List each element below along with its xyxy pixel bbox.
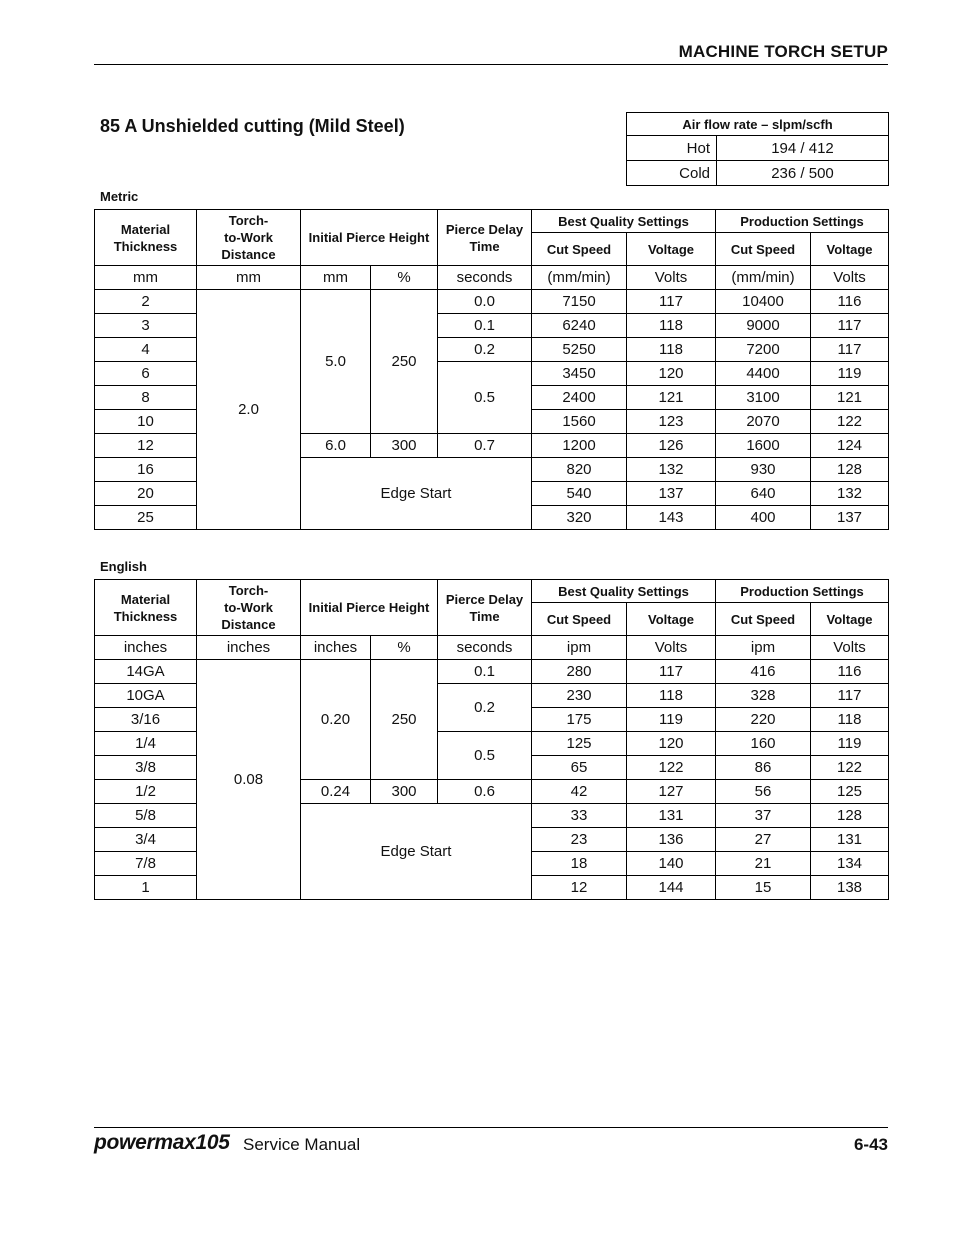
header-best-quality: Best Quality Settings	[532, 210, 716, 233]
bq-speed-cell: 7150	[532, 290, 627, 314]
bq-speed-cell: 33	[532, 804, 627, 828]
header-pierce-delay: Pierce Delay Time	[438, 580, 532, 636]
pr-voltage-cell: 128	[811, 458, 889, 482]
header-voltage: Voltage	[811, 603, 889, 636]
bq-speed-cell: 23	[532, 828, 627, 852]
airflow-cold-value: 236 / 500	[717, 161, 889, 186]
bq-voltage-cell: 143	[627, 506, 716, 530]
pr-voltage-cell: 132	[811, 482, 889, 506]
pr-speed-cell: 930	[716, 458, 811, 482]
unit-cell: Volts	[811, 266, 889, 290]
thickness-cell: 6	[95, 362, 197, 386]
unit-cell: (mm/min)	[532, 266, 627, 290]
pr-speed-cell: 86	[716, 756, 811, 780]
bq-voltage-cell: 121	[627, 386, 716, 410]
pr-voltage-cell: 116	[811, 290, 889, 314]
bq-voltage-cell: 122	[627, 756, 716, 780]
header-divider	[94, 64, 888, 65]
thickness-cell: 25	[95, 506, 197, 530]
unit-cell: inches	[301, 636, 371, 660]
pr-voltage-cell: 121	[811, 386, 889, 410]
metric-table-label: Metric	[100, 189, 139, 204]
bq-voltage-cell: 140	[627, 852, 716, 876]
header-pierce-height: Initial Pierce Height	[301, 210, 438, 266]
page-header-title: MACHINE TORCH SETUP	[678, 42, 888, 61]
pierce-height-cell: 6.0	[301, 434, 371, 458]
bq-voltage-cell: 119	[627, 708, 716, 732]
unit-cell: Volts	[627, 636, 716, 660]
pierce-delay-cell: 0.2	[438, 684, 532, 732]
bq-speed-cell: 1200	[532, 434, 627, 458]
pr-speed-cell: 37	[716, 804, 811, 828]
pr-voltage-cell: 116	[811, 660, 889, 684]
footer-divider	[94, 1127, 888, 1128]
bq-voltage-cell: 120	[627, 362, 716, 386]
brand-logo: powermax105	[94, 1131, 230, 1154]
english-table-label: English	[100, 559, 147, 574]
pierce-percent-cell: 250	[371, 660, 438, 780]
pierce-delay-cell: 0.0	[438, 290, 532, 314]
pr-speed-cell: 160	[716, 732, 811, 756]
header-cut-speed: Cut Speed	[716, 603, 811, 636]
bq-speed-cell: 540	[532, 482, 627, 506]
unit-cell: inches	[95, 636, 197, 660]
header-pierce-delay: Pierce Delay Time	[438, 210, 532, 266]
pierce-delay-cell: 0.2	[438, 338, 532, 362]
pr-speed-cell: 56	[716, 780, 811, 804]
pr-speed-cell: 7200	[716, 338, 811, 362]
header-cut-speed: Cut Speed	[532, 233, 627, 266]
bq-speed-cell: 65	[532, 756, 627, 780]
pr-speed-cell: 220	[716, 708, 811, 732]
header-pierce-height: Initial Pierce Height	[301, 580, 438, 636]
pr-speed-cell: 21	[716, 852, 811, 876]
bq-speed-cell: 230	[532, 684, 627, 708]
thickness-cell: 1	[95, 876, 197, 900]
unit-cell: Volts	[627, 266, 716, 290]
thickness-cell: 1/4	[95, 732, 197, 756]
header-material-thickness: Material Thickness	[95, 210, 197, 266]
thickness-cell: 3	[95, 314, 197, 338]
thickness-cell: 16	[95, 458, 197, 482]
pr-voltage-cell: 122	[811, 410, 889, 434]
airflow-hot-value: 194 / 412	[717, 136, 889, 161]
pierce-height-cell: 0.20	[301, 660, 371, 780]
pierce-height-cell: 0.24	[301, 780, 371, 804]
bq-speed-cell: 42	[532, 780, 627, 804]
pierce-delay-cell: 0.1	[438, 660, 532, 684]
bq-speed-cell: 1560	[532, 410, 627, 434]
pr-speed-cell: 328	[716, 684, 811, 708]
pr-voltage-cell: 122	[811, 756, 889, 780]
pierce-height-cell: 5.0	[301, 290, 371, 434]
pr-speed-cell: 400	[716, 506, 811, 530]
bq-speed-cell: 820	[532, 458, 627, 482]
thickness-cell: 1/2	[95, 780, 197, 804]
thickness-cell: 3/8	[95, 756, 197, 780]
airflow-table	[626, 112, 889, 186]
unit-cell: mm	[95, 266, 197, 290]
bq-speed-cell: 175	[532, 708, 627, 732]
bq-voltage-cell: 118	[627, 684, 716, 708]
pierce-delay-cell: 0.7	[438, 434, 532, 458]
unit-cell: %	[371, 266, 438, 290]
pr-voltage-cell: 131	[811, 828, 889, 852]
header-best-quality: Best Quality Settings	[532, 580, 716, 603]
unit-cell: ipm	[532, 636, 627, 660]
torch-distance-cell: 0.08	[197, 660, 301, 900]
table-row	[95, 290, 889, 314]
page-number: 6-43	[853, 1135, 888, 1154]
unit-cell: %	[371, 636, 438, 660]
thickness-cell: 12	[95, 434, 197, 458]
bq-speed-cell: 5250	[532, 338, 627, 362]
header-material-thickness: Material Thickness	[95, 580, 197, 636]
bq-voltage-cell: 118	[627, 314, 716, 338]
pr-speed-cell: 15	[716, 876, 811, 900]
bq-voltage-cell: 127	[627, 780, 716, 804]
header-cut-speed: Cut Speed	[716, 233, 811, 266]
bq-voltage-cell: 120	[627, 732, 716, 756]
pr-voltage-cell: 117	[811, 314, 889, 338]
pr-voltage-cell: 137	[811, 506, 889, 530]
unit-cell: seconds	[438, 636, 532, 660]
pr-voltage-cell: 117	[811, 684, 889, 708]
bq-voltage-cell: 117	[627, 660, 716, 684]
header-voltage: Voltage	[627, 233, 716, 266]
thickness-cell: 10GA	[95, 684, 197, 708]
edge-start-cell: Edge Start	[301, 458, 532, 530]
pr-voltage-cell: 119	[811, 362, 889, 386]
metric-cut-chart	[94, 209, 889, 530]
pr-speed-cell: 3100	[716, 386, 811, 410]
bq-speed-cell: 3450	[532, 362, 627, 386]
pr-speed-cell: 10400	[716, 290, 811, 314]
thickness-cell: 10	[95, 410, 197, 434]
bq-voltage-cell: 118	[627, 338, 716, 362]
pr-speed-cell: 4400	[716, 362, 811, 386]
thickness-cell: 7/8	[95, 852, 197, 876]
pr-speed-cell: 1600	[716, 434, 811, 458]
unit-cell: mm	[301, 266, 371, 290]
header-torch-distance: Torch- to-Work Distance	[197, 580, 301, 636]
bq-voltage-cell: 132	[627, 458, 716, 482]
pr-voltage-cell: 117	[811, 338, 889, 362]
pierce-percent-cell: 300	[371, 434, 438, 458]
header-voltage: Voltage	[627, 603, 716, 636]
thickness-cell: 20	[95, 482, 197, 506]
unit-cell: seconds	[438, 266, 532, 290]
bq-speed-cell: 280	[532, 660, 627, 684]
header-production: Production Settings	[716, 580, 889, 603]
bq-voltage-cell: 137	[627, 482, 716, 506]
pr-voltage-cell: 124	[811, 434, 889, 458]
bq-speed-cell: 6240	[532, 314, 627, 338]
thickness-cell: 2	[95, 290, 197, 314]
edge-start-cell: Edge Start	[301, 804, 532, 900]
pr-speed-cell: 27	[716, 828, 811, 852]
thickness-cell: 14GA	[95, 660, 197, 684]
unit-cell: inches	[197, 636, 301, 660]
pr-speed-cell: 640	[716, 482, 811, 506]
bq-voltage-cell: 144	[627, 876, 716, 900]
pr-voltage-cell: 118	[811, 708, 889, 732]
bq-voltage-cell: 131	[627, 804, 716, 828]
header-production: Production Settings	[716, 210, 889, 233]
thickness-cell: 8	[95, 386, 197, 410]
unit-cell: Volts	[811, 636, 889, 660]
bq-voltage-cell: 117	[627, 290, 716, 314]
pierce-percent-cell: 300	[371, 780, 438, 804]
thickness-cell: 3/16	[95, 708, 197, 732]
bq-voltage-cell: 123	[627, 410, 716, 434]
airflow-cold-label: Cold	[627, 161, 717, 186]
bq-speed-cell: 320	[532, 506, 627, 530]
thickness-cell: 4	[95, 338, 197, 362]
english-cut-chart	[94, 579, 889, 900]
pr-voltage-cell: 119	[811, 732, 889, 756]
pierce-delay-cell: 0.6	[438, 780, 532, 804]
pierce-delay-cell: 0.5	[438, 362, 532, 434]
airflow-header: Air flow rate – slpm/scfh	[627, 113, 889, 136]
pr-voltage-cell: 128	[811, 804, 889, 828]
pr-speed-cell: 2070	[716, 410, 811, 434]
pr-voltage-cell: 125	[811, 780, 889, 804]
section-title: 85 A Unshielded cutting (Mild Steel)	[100, 116, 405, 136]
bq-speed-cell: 18	[532, 852, 627, 876]
pierce-delay-cell: 0.1	[438, 314, 532, 338]
torch-distance-cell: 2.0	[197, 290, 301, 530]
pr-speed-cell: 416	[716, 660, 811, 684]
pierce-percent-cell: 250	[371, 290, 438, 434]
thickness-cell: 3/4	[95, 828, 197, 852]
thickness-cell: 5/8	[95, 804, 197, 828]
header-cut-speed: Cut Speed	[532, 603, 627, 636]
pr-voltage-cell: 134	[811, 852, 889, 876]
airflow-hot-label: Hot	[627, 136, 717, 161]
bq-speed-cell: 12	[532, 876, 627, 900]
bq-speed-cell: 2400	[532, 386, 627, 410]
unit-cell: (mm/min)	[716, 266, 811, 290]
pr-speed-cell: 9000	[716, 314, 811, 338]
bq-voltage-cell: 136	[627, 828, 716, 852]
bq-voltage-cell: 126	[627, 434, 716, 458]
unit-cell: ipm	[716, 636, 811, 660]
table-row	[95, 660, 889, 684]
pierce-delay-cell: 0.5	[438, 732, 532, 780]
header-voltage: Voltage	[811, 233, 889, 266]
header-torch-distance: Torch- to-Work Distance	[197, 210, 301, 266]
unit-cell: mm	[197, 266, 301, 290]
manual-title: Service Manual	[243, 1135, 361, 1154]
bq-speed-cell: 125	[532, 732, 627, 756]
pr-voltage-cell: 138	[811, 876, 889, 900]
